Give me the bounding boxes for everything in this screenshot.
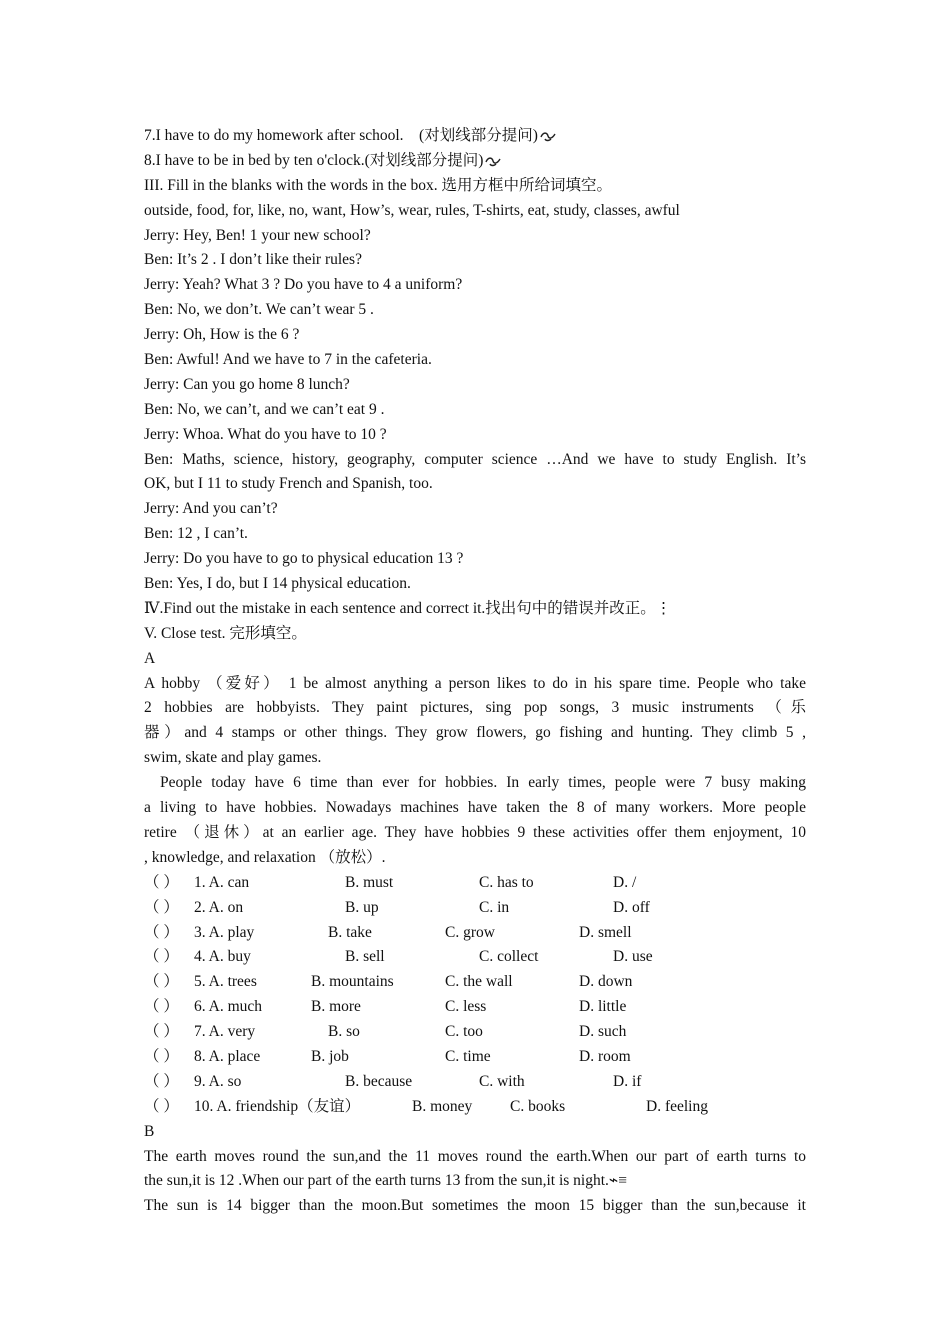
answer-blank[interactable]: （ ）: [144, 1023, 179, 1041]
passage-a-line: retire （退休）at an earlier age. They have hobbies 9 these activities offer them enjoyment, 10: [144, 823, 806, 841]
section-3-heading: III. Fill in the blanks with the words in the box. 选用方框中所给词填空。: [144, 176, 612, 194]
dialogue-line: Ben: Awful! And we have to 7 in the cafeteria.: [144, 351, 432, 369]
passage-a-line: swim, skate and play games.: [144, 749, 322, 767]
option-row: （ ） 2. A. on B. up C. in D. off: [144, 896, 806, 921]
dialogue-line: Jerry: Yeah? What 3 ? Do you have to 4 a uniform?: [144, 276, 463, 294]
dialogue-line: Jerry: Oh, How is the 6 ?: [144, 326, 300, 344]
passage-a-line: 器）and 4 stamps or other things. They grow flowers, go fishing and hunting. They climb 5 ,: [144, 724, 806, 742]
answer-blank[interactable]: （ ）: [144, 1097, 179, 1115]
document-body: [144, 124, 806, 1219]
passage-a-line: People today have 6 time than ever for hobbies. In early times, people were 7 busy making: [160, 774, 806, 792]
question-7: 7.I have to do my homework after school. (对划线部分提问): [144, 124, 806, 149]
answer-blank[interactable]: （ ）: [144, 1047, 179, 1065]
passage-a-line: a living to have hobbies. Nowadays machines have taken the 8 of many workers. More people: [144, 799, 806, 817]
passage-b-line: The earth moves round the sun,and the 11 moves round the earth.When our part of earth turns to: [144, 1147, 806, 1165]
dialogue-line: Jerry: Hey, Ben! 1 your new school?: [144, 226, 371, 244]
section-4-heading: Ⅳ.Find out the mistake in each sentence and correct it.找出句中的错误并改正。⋮: [144, 599, 672, 617]
option-row: （ ） 7. A. very B. so C. too D. such: [144, 1020, 806, 1045]
answer-blank[interactable]: （ ）: [144, 1072, 179, 1090]
dialogue-line: OK, but I 11 to study French and Spanish, too.: [144, 475, 433, 493]
dialogue-line: Ben: No, we can’t, and we can’t eat 9 .: [144, 400, 385, 418]
handwriting-mark-icon: [484, 155, 502, 167]
dialogue-line: Ben: No, we don’t. We can’t wear 5 .: [144, 301, 374, 319]
option-row: （ ） 6. A. much B. more C. less D. little: [144, 995, 806, 1020]
section-5-heading: V. Close test. 完形填空。: [144, 624, 307, 642]
answer-blank[interactable]: （ ）: [144, 973, 179, 991]
part-b-label: B: [144, 1122, 155, 1140]
dialogue-line: Jerry: Whoa. What do you have to 10 ?: [144, 425, 387, 443]
dialogue-line: Jerry: Can you go home 8 lunch?: [144, 375, 350, 393]
answer-blank[interactable]: （ ）: [144, 923, 179, 941]
option-row: （ ） 1. A. can B. must C. has to D. /: [144, 871, 806, 896]
answer-blank[interactable]: （ ）: [144, 873, 179, 891]
answer-blank[interactable]: （ ）: [144, 948, 179, 966]
option-row: （ ） 5. A. trees B. mountains C. the wall D. down: [144, 970, 806, 995]
dialogue-line: Jerry: Do you have to go to physical education 13 ?: [144, 550, 464, 568]
option-row: （ ） 10. A. friendship（友谊） B. money C. books D. feeling: [144, 1095, 806, 1120]
dialogue-line: Ben: It’s 2 . I don’t like their rules?: [144, 251, 362, 269]
passage-b-line: the sun,it is 12 .When our part of the earth turns 13 from the sun,it is night.⌁≡: [144, 1172, 627, 1190]
dialogue-line: Ben: Maths, science, history, geography, computer science …And we have to study English. It’s: [144, 450, 806, 468]
answer-blank[interactable]: （ ）: [144, 898, 179, 916]
option-row: （ ） 4. A. buy B. sell C. collect D. use: [144, 945, 806, 970]
passage-a-line: 2 hobbies are hobbyists. They paint pictures, sing pop songs, 3 music instruments （乐: [144, 699, 806, 717]
dialogue-line: Ben: 12 , I can’t.: [144, 525, 248, 543]
passage-a-line: A hobby （爱好） 1 be almost anything a person likes to do in his spare time. People who take: [144, 674, 806, 692]
passage-a-line: , knowledge, and relaxation （放松）.: [144, 848, 386, 866]
option-row: （ ） 9. A. so B. because C. with D. if: [144, 1070, 806, 1095]
handwriting-mark-icon: [539, 130, 557, 142]
answer-blank[interactable]: （ ）: [144, 998, 179, 1016]
question-8: 8.I have to be in bed by ten o'clock.(对划线部分提问): [144, 149, 806, 174]
dialogue-line: Ben: Yes, I do, but I 14 physical education.: [144, 575, 411, 593]
option-row: （ ） 8. A. place B. job C. time D. room: [144, 1045, 806, 1070]
passage-b-line: The sun is 14 bigger than the moon.But sometimes the moon 15 bigger than the sun,because it: [144, 1197, 806, 1215]
word-box: outside, food, for, like, no, want, How’s, wear, rules, T-shirts, eat, study, classes, awful: [144, 201, 680, 219]
dialogue-line: Jerry: And you can’t?: [144, 500, 278, 518]
option-row: （ ） 3. A. play B. take C. grow D. smell: [144, 921, 806, 946]
part-a-label: A: [144, 649, 156, 667]
